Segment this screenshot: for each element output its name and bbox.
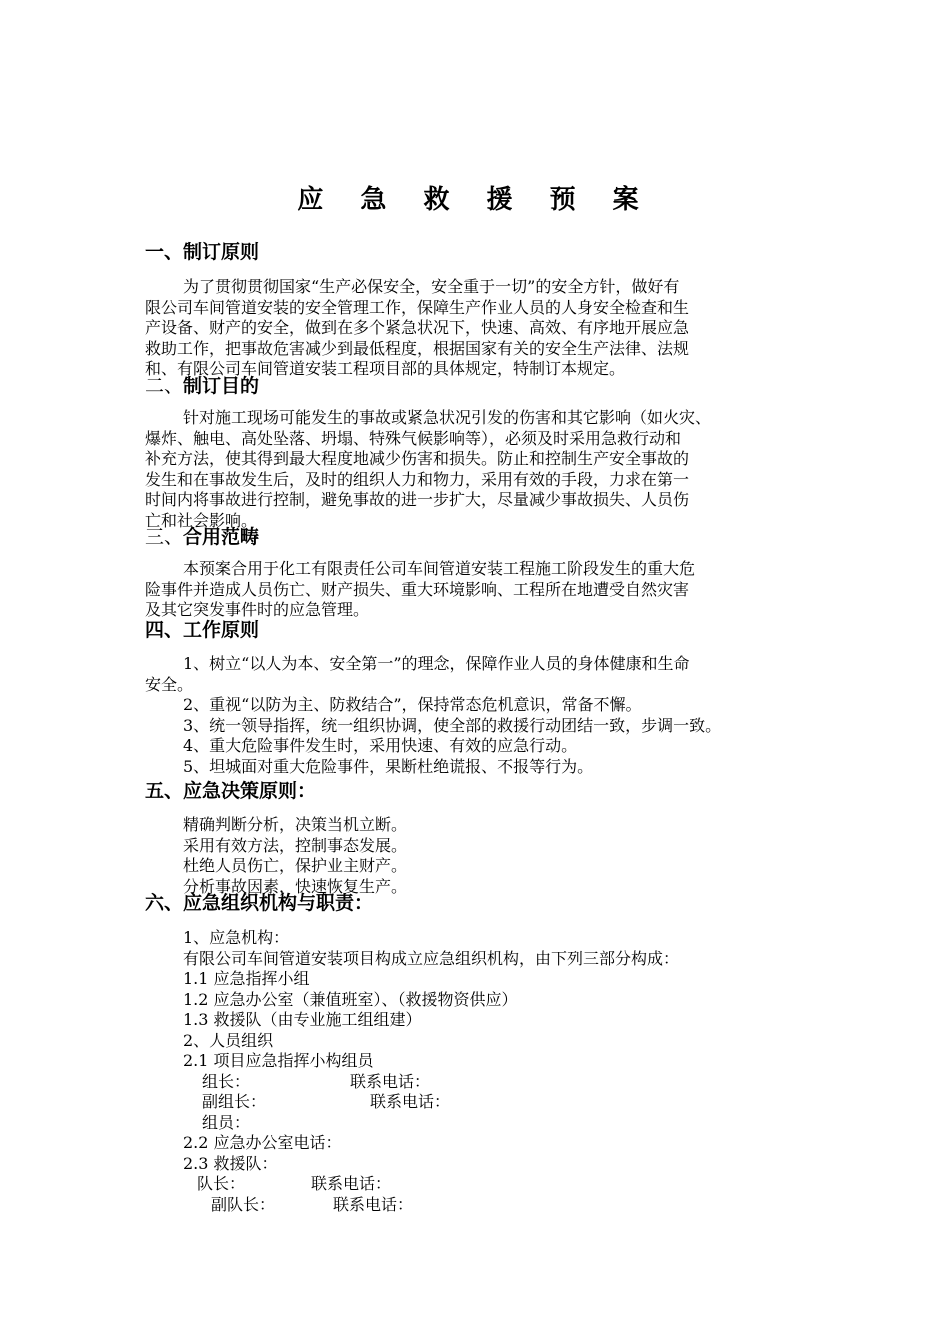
list-item: 1.3 救援队（由专业施工组组建） [183, 1010, 422, 1029]
contact-row-leader [145, 1072, 805, 1093]
members-label: 组员： [202, 1112, 251, 1132]
vice-captain-phone-label: 联系电话： [333, 1194, 414, 1214]
deputy-phone-label: 联系电话： [370, 1092, 451, 1111]
section-heading-organization: 六、应急组织机构与职责： [145, 892, 374, 914]
list-item: 精确判断分析，决策当机立断。 [183, 815, 408, 834]
leader-phone-label: 联系电话： [350, 1071, 431, 1091]
contact-row-captain [145, 1174, 805, 1195]
list-item: 分析事故因素，快速恢复生产。 [183, 876, 408, 896]
section-heading-decision-principles: 五、应急决策原则： [145, 780, 317, 802]
paragraph-line: 限公司车间管道安装的安全管理工作，保障生产作业人员的人身安全检查和生 [145, 297, 690, 317]
paragraph-line: 救助工作，把事故危害减少到最低程度，根据国家有关的安全生产法律、法规 [145, 338, 690, 358]
list-item: 采用有效方法，控制事态发展。 [183, 835, 408, 855]
paragraph-line: 亡和社会影响。 [145, 510, 258, 530]
section-title: 制订目的 [183, 375, 260, 397]
contact-row-vice-captain [145, 1195, 805, 1216]
section-number: 三、 [145, 526, 184, 548]
list-item: 1.1 应急指挥小组 [183, 969, 310, 988]
list-item: 1、应急机构： [183, 928, 290, 947]
section-title: 合用范畴 [183, 526, 260, 548]
paragraph-line: 险事件并造成人员伤亡、财产损失、重大环境影响、工程所在地遭受自然灾害 [145, 579, 690, 599]
paragraph-line: 为了贯彻贯彻国家“生产必保安全，安全重于一切”的安全方针，做好有 [183, 277, 680, 296]
leader-label: 组长： [202, 1071, 251, 1091]
paragraph-line: 和、有限公司车间管道安装工程项目部的具体规定，特制订本规定。 [145, 359, 626, 378]
section-heading-purpose [145, 374, 259, 398]
section-heading-principles: 一、制订原则 [145, 241, 260, 263]
list-item: 有限公司车间管道安装项目构成立应急组织机构，由下列三部分构成： [183, 948, 680, 968]
list-item: 2、重视“以防为主、防救结合”，保持常态危机意识，常备不懈。 [183, 695, 642, 714]
section-body-decision-principles [145, 815, 805, 897]
paragraph-line: 针对施工现场可能发生的事故或紧急状况引发的伤害和其它影响（如火灾、 [183, 408, 712, 427]
document-title: 应 急 救 援 预 案 [297, 185, 653, 215]
captain-phone-label: 联系电话： [311, 1174, 392, 1193]
list-item: 2.1 项目应急指挥小构组员 [183, 1051, 374, 1070]
captain-label: 队长： [197, 1174, 246, 1193]
list-item: 2.2 应急办公室电话： [183, 1133, 342, 1152]
section-heading-work-principles: 四、工作原则 [145, 619, 260, 641]
list-item: 2、人员组织 [183, 1030, 274, 1050]
list-item: 5、坦城面对重大危险事件，果断杜绝谎报、不报等行为。 [183, 756, 594, 776]
section-number: 二、 [145, 375, 184, 397]
vice-captain-label: 副队长： [211, 1194, 276, 1214]
section-body-purpose [145, 408, 805, 531]
list-item-continuation: 安全。 [145, 674, 194, 694]
contact-row-members [145, 1113, 805, 1134]
paragraph-line: 补充方法，使其得到最大程度地减少伤害和损失。防止和控制生产安全事故的 [145, 449, 690, 468]
list-item: 3、统一领导指挥，统一组织协调，使全部的救援行动团结一致，步调一致。 [183, 715, 722, 735]
section-heading-scope [145, 525, 259, 549]
section-body-scope [145, 559, 805, 621]
section-body-work-principles [145, 654, 805, 777]
list-item: 1、树立“以人为本、安全第一”的理念，保障作业人员的身体健康和生命 [183, 654, 690, 673]
deputy-label: 副组长： [202, 1092, 267, 1111]
paragraph-line: 发生和在事故发生后，及时的组织人力和物力，采用有效的手段，力求在第一 [145, 469, 690, 489]
list-item: 杜绝人员伤亡，保护业主财产。 [183, 856, 408, 875]
list-item: 1.2 应急办公室（兼值班室）、（救援物资供应） [183, 989, 518, 1009]
list-item: 2.3 救援队： [183, 1153, 278, 1173]
paragraph-line: 及其它突发事件时的应急管理。 [145, 600, 370, 619]
paragraph-line: 本预案合用于化工有限责任公司车间管道安装工程施工阶段发生的重大危 [183, 559, 696, 578]
paragraph-line: 产设备、财产的安全，做到在多个紧急状况下，快速、高效、有序地开展应急 [145, 318, 690, 337]
paragraph-line: 爆炸、触电、高处坠落、坍塌、特殊气候影响等），必须及时采用急救行动和 [145, 428, 682, 448]
section-body-organization [145, 928, 805, 1215]
list-item: 4、重大危险事件发生时，采用快速、有效的应急行动。 [183, 736, 578, 755]
paragraph-line: 时间内将事故进行控制，避免事故的进一步扩大，尽量减少事故损失、人员伤 [145, 490, 690, 509]
section-body-principles [145, 277, 805, 380]
contact-row-deputy [145, 1092, 805, 1113]
